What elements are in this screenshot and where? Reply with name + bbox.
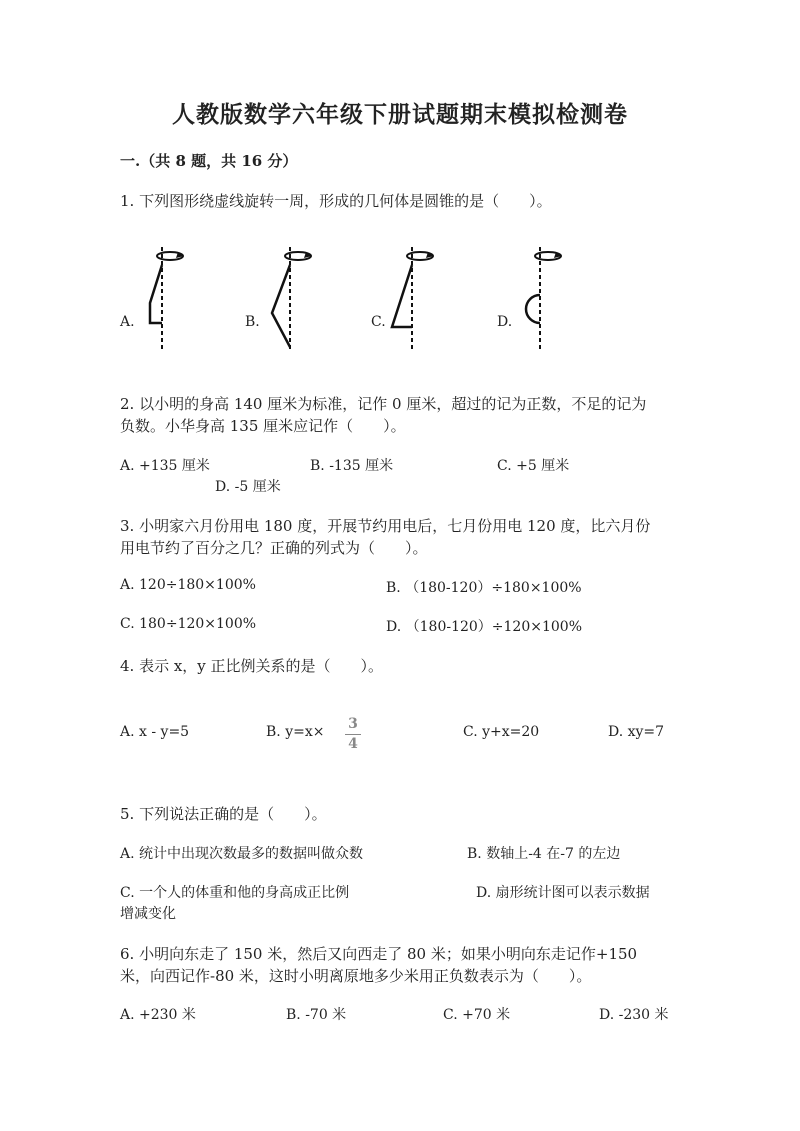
question-4-option-b[interactable]: B. y=x× <box>266 724 325 740</box>
question-6-option-c[interactable]: C. +70 米 <box>443 1007 511 1023</box>
question-5-stem: 5. 下列说法正确的是（ ）。 <box>120 805 327 823</box>
figure-c <box>390 243 450 351</box>
question-2-stem-line-2: 负数。小华身高 135 厘米应记作（ ）。 <box>120 417 406 435</box>
question-3-option-c[interactable]: C. 180÷120×100% <box>120 616 257 632</box>
fraction-denominator: 4 <box>348 736 358 752</box>
question-3-option-b[interactable]: B. （180-120）÷180×100% <box>386 580 582 596</box>
question-4-stem: 4. 表示 x，y 正比例关系的是（ ）。 <box>120 657 384 675</box>
figure-a <box>140 243 200 351</box>
figure-label-d: D. <box>497 314 513 330</box>
question-1-stem: 1. 下列图形绕虚线旋转一周，形成的几何体是圆锥的是（ ）。 <box>120 192 552 210</box>
question-2-option-c[interactable]: C. +5 厘米 <box>497 458 570 474</box>
question-6-option-a[interactable]: A. +230 米 <box>120 1007 196 1023</box>
question-6-option-b[interactable]: B. -70 米 <box>286 1007 347 1023</box>
figure-d <box>518 243 578 351</box>
question-4-option-c[interactable]: C. y+x=20 <box>463 724 540 740</box>
figure-label-a: A. <box>120 314 135 330</box>
question-6-option-d[interactable]: D. -230 米 <box>599 1007 669 1023</box>
question-2-option-a[interactable]: A. +135 厘米 <box>120 458 210 474</box>
question-2-option-d[interactable]: D. -5 厘米 <box>215 479 281 495</box>
figure-label-c: C. <box>371 314 386 330</box>
question-3-stem-line-2: 用电节约了百分之几？正确的列式为（ ）。 <box>120 539 428 557</box>
fraction-bar <box>345 734 361 735</box>
question-2-option-b[interactable]: B. -135 厘米 <box>310 458 394 474</box>
page-title: 人教版数学六年级下册试题期末模拟检测卷 <box>172 101 628 128</box>
section-heading: 一.（共 8 题，共 16 分） <box>120 152 298 170</box>
question-5-option-c[interactable]: C. 一个人的体重和他的身高成正比例 <box>120 885 350 901</box>
question-3-option-d[interactable]: D. （180-120）÷120×100% <box>386 619 583 635</box>
figure-label-b: B. <box>245 314 260 330</box>
question-5-option-d[interactable]: D. 扇形统计图可以表示数据 <box>476 885 650 901</box>
question-6-stem-line-2: 米，向西记作-80 米，这时小明离原地多少米用正负数表示为（ ）。 <box>120 967 592 985</box>
question-5-option-d-continued: 增减变化 <box>120 906 176 922</box>
question-5-option-b[interactable]: B. 数轴上-4 在-7 的左边 <box>467 846 621 862</box>
question-3-option-a[interactable]: A. 120÷180×100% <box>120 577 256 593</box>
question-3-stem-line-1: 3. 小明家六月份用电 180 度，开展节约用电后，七月份用电 120 度，比六月份 <box>120 517 651 535</box>
question-4-option-a[interactable]: A. x - y=5 <box>120 724 190 740</box>
fraction-numerator: 3 <box>348 716 358 732</box>
question-2-stem-line-1: 2. 以小明的身高 140 厘米为标准，记作 0 厘米，超过的记为正数，不足的记为 <box>120 395 647 413</box>
question-5-option-a[interactable]: A. 统计中出现次数最多的数据叫做众数 <box>120 846 364 862</box>
question-6-stem-line-1: 6. 小明向东走了 150 米，然后又向西走了 80 米；如果小明向东走记作+150 <box>120 945 638 963</box>
question-4-option-d[interactable]: D. xy=7 <box>608 724 665 740</box>
fraction-three-quarters <box>344 716 362 753</box>
figure-b <box>268 243 328 351</box>
